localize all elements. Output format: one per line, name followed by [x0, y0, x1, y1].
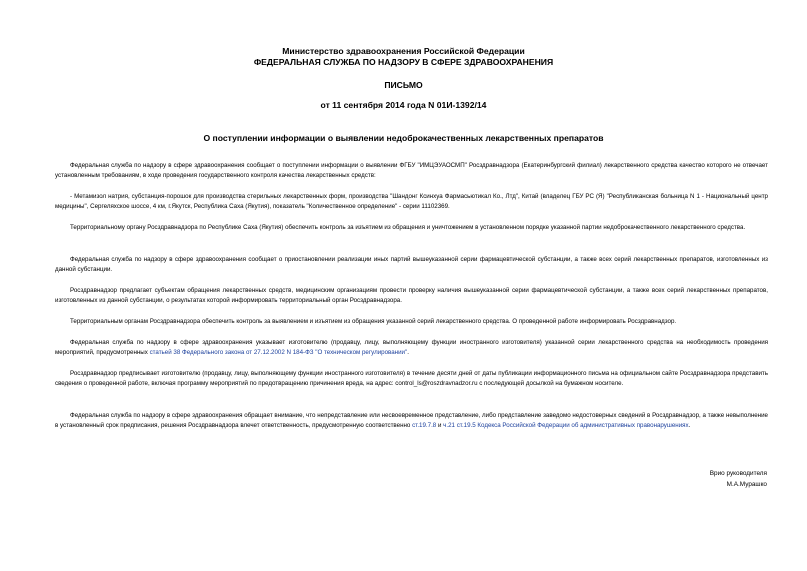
ministry-name: Министерство здравоохранения Российской Федерации	[282, 46, 525, 56]
paragraph-4: Федеральная служба по надзору в сфере здравоохранения сообщает о приостановлении реализации иных партий вышеуказанной серии фармацевтической субстанции, а также всех серий лекарственных препаратов, изготовленных из данной субстанции.	[55, 256, 768, 274]
paragraph-8: Росздравнадзор предписывает изготовителю (продавцу, лицу, выполняющему функции иностранного изготовителя) в течение десяти дней от даты публикации информационного письма на официальном сайте Росздравнадзора представить сведения о проведенной работе, включая программу мероприятий по предотвращению причинения вреда, на адрес: control_ls@roszdravnadzor.ru с последующей досылкой на бумажном носителе.	[55, 370, 768, 388]
paragraph-3: Территориальному органу Росздравнадзора по Республике Саха (Якутия) обеспечить контроль за изъятием из обращения и уничтожением в установленном порядке указанной партии недоброкачественного лекарственного средства.	[70, 224, 746, 231]
law-184fz-article-38-link[interactable]: статьей 38 Федерального закона от 27.12.2002 N 184-ФЗ "О техническом регулировании"	[149, 349, 408, 357]
document-type: ПИСЬМО	[384, 80, 423, 90]
paragraph-7	[55, 338, 768, 359]
paragraph-7-text: Федеральная служба по надзору в сфере здравоохранения указывает изготовителю (продавцу, лицу, выполняющему функции иностранного изготовителя) указанной серии лекарственного средства на необходимость проведения мероприятий, предусмотренных	[55, 339, 768, 357]
paragraph-9-conjunction: и	[436, 422, 444, 430]
paragraph-9	[55, 411, 768, 432]
signature-name: М.А.Мурашко	[726, 481, 767, 488]
article-19-7-8-link[interactable]: ст.19.7.8	[412, 422, 437, 430]
document-date-number: от 11 сентября 2014 года N 01И-1392/14	[320, 100, 487, 110]
service-name: ФЕДЕРАЛЬНАЯ СЛУЖБА ПО НАДЗОРУ В СФЕРЕ ЗДРАВООХРАНЕНИЯ	[253, 57, 554, 67]
paragraph-7-end: .	[407, 349, 409, 357]
paragraph-5: Росздравнадзор предлагает субъектам обращения лекарственных средств, медицинским организациям провести проверку наличия вышеуказанной серии фармацевтической субстанции, а также всех серий лекарственных препаратов, изготовленных из данной субстанции, о результатах которой информировать территориальный орган Росздравнадзора.	[55, 287, 768, 305]
paragraph-9-end: .	[688, 422, 691, 430]
koap-article-19-5-link[interactable]: ч.21 ст.19.5 Кодекса Российской Федерации об административных правонарушениях	[443, 422, 689, 430]
paragraph-6: Территориальным органам Росздравнадзора обеспечить контроль за выявлением и изъятием из обращения указанной серий лекарственного средства. О проведенной работе информировать Росздравнадзор.	[70, 318, 677, 325]
paragraph-1: Федеральная служба по надзору в сфере здравоохранения сообщает о поступлении информации о выявлении ФГБУ "ИМЦЭУАОСМП" Росздравнадзора (Екатеринбургский филиал) лекарственного средства качество которого не отвечает установленным требованиям, в ходе проведения государственного контроля качества лекарственных средств:	[55, 162, 768, 180]
document-title: О поступлении информации о выявлении недоброкачественных лекарственных препаратов	[203, 133, 604, 143]
signature-position: Врио руководителя	[709, 470, 767, 477]
paragraph-9-text: Федеральная служба по надзору в сфере здравоохранения обращает внимание, что непредставление или несвоевременное представление, либо представление заведомо недостоверных сведений в Росздравнадзор, а также невыполнение в установленный срок предписания, решения Росздравнадзора влечет ответственность, предусмотренную соответственно	[55, 412, 768, 430]
paragraph-2: - Метамизол натрия, субстанция-порошок для производства стерильных лекарственных форм, производства "Шандонг Ксинхуа Фармасьютикал Ко., Лтд", Китай (владелец ГБУ РС (Я) "Республиканская больница N 1 - Национальный центр медицины", Сергеляхское шоссе, 4 км, г.Якутск, Республика Саха (Якутия), показатель "Количественное определение" - серии 11102369.	[55, 193, 768, 211]
